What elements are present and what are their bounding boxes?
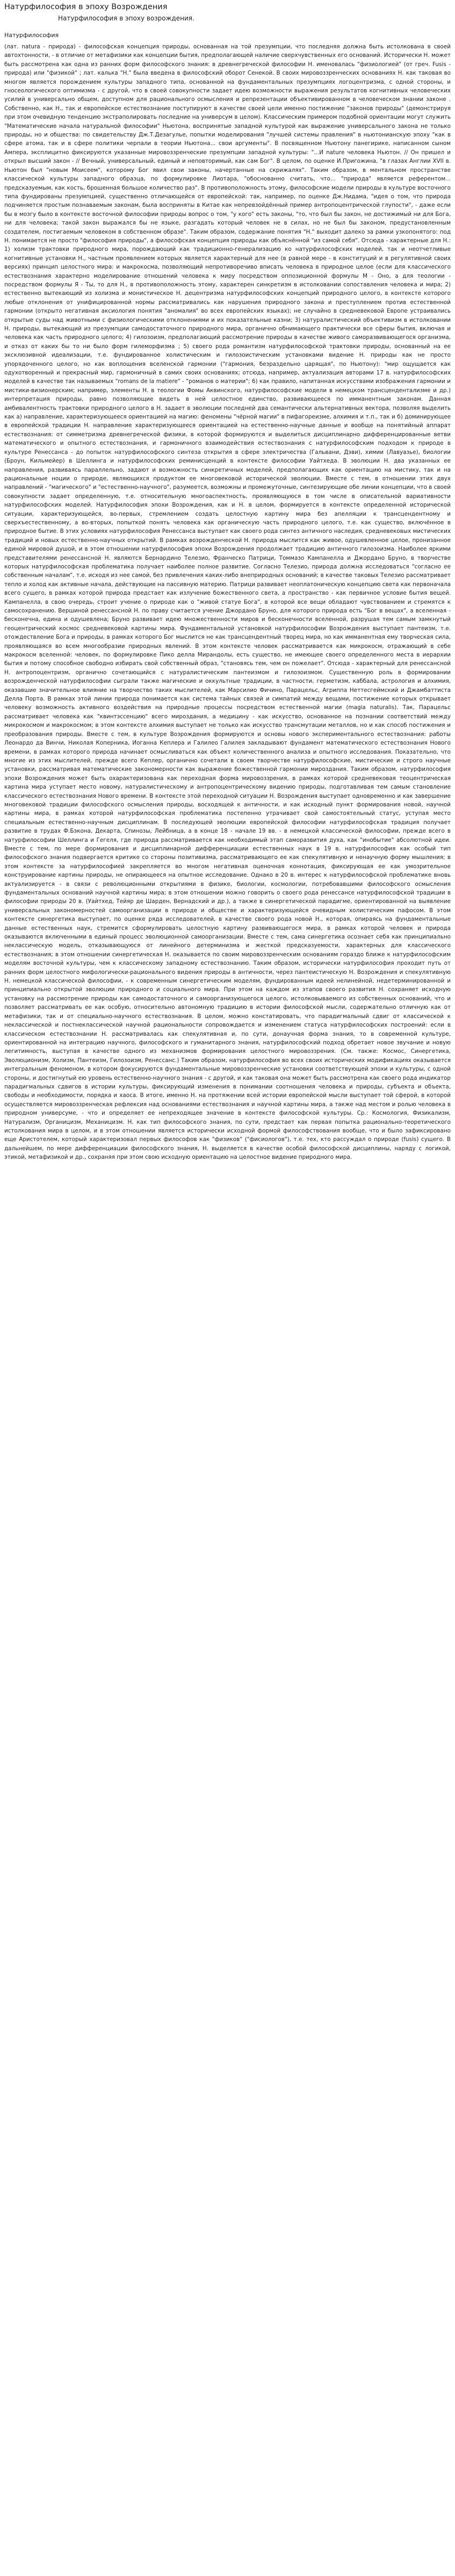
article (4, 31, 451, 1162)
page-title: Натурфилософия в эпоху Возрождения (4, 3, 168, 11)
article-body: (лат. natura - природа) - философская концепция природы, основанная на той презумпции, что последняя должна быть истолкована в своей автохтонности, - в отличие от метафизики как концепции бытия, предполагающей наличие сверхчувственных его оснований. Исторически Н. может быть рассмотрена как одна из ранних форм философского знания: в древнегреческой философии Н. именовалась "физиологией" (от греч. Fusis - природа) или "физикой" ; лат. калька "Н." была введена в философский оборот Сенекой. В своих мировоззренческих основаниях Н. как таковая во многом является порождением культуры западного типа, основанной на фундаментальных презумпциях логоцентризма, с одной стороны, и гносеологического оптимизма - с другой, что в своей совокупности задает идею возможности выражения результатов когнитивных человеческих усилий в универсально общем, доступном для рационального осмысления и репрезентации объективированном в человеческом знании законе . Собственно, как Н., так и европейское естествознание поступируют в качестве своей цели именно постижение "законов природы" (демонстрируя при этом очевидную тенденцию экстраполировать последние на универсум в целом). Классическим примером подобной ориентации могут служить "Математические начала натуральной философии" Ньютона, воспринятые западной культурой как выражение универсального закона не только природы, но и общества: по свидетельству Дж.Т.Дезагулье, попытки моделирования "лучшей системы правления" в ньютонианскую эпоху "как в сфере атома, так и в сфере политики черпали в теории Ньютона... свои аргументы". В посвященном Ньютону панегирике, написанном сыном Ампера, эксплицитно фиксируются указанные мировоззренческие презумпции западной культуры: "...И naturе человека Ньютон. // Он пришел и открыл высший закон - // Вечный, универсальный, единый и неповторимый, как сам Бог". В целом, по оценке И.Пригожина, "в глазах Англии XVII в. Ньютон был "новым Моисеем", которому Бог явил свои законы, начертанные на скрижалях". Таким образом, в ментальном пространстве классической культуры западного образца, по формулировке Лиотара, "обоснованно считать, что... "природа" является референтом... предсказуемым, как кость, брошенная большое количество раз". В противоположность этому, философские модели природы в культуре восточного типа фундированы презумпцией, существенно отличающейся от европейской: так, например, по оценке Дж.Нидама, "идея о том, что природа подчиняется простым познаваемым законам, была восприняты в Китае как непревзойдённый пример антропоцентрической глупости", - даже если бы в мозгу было в контексте восточной философии природы вопрос о том, "у кого" есть законы, "то, что был бы закон, не достижимый ни для Бога, ни для человека; такой закон выражался бы не языке, разгадать который человек не в силах, но не был бы законом, предустановленным создателем, постигаемым человеком в собственном образе". Таким образом, содержание понятия "Н." выходит далеко за рамки узкопонятого: под Н. понимается не просто "философия природы", а философская концепция природы как объяснённой "из самой себя". Отсюда - характерные для Н.: 1) холизм трактовки природного мира, порождающий как традиционно-генерализацию ко натурфилософских моделей, так и неотчетливые когнитивные установки Н., частным проявлением которых является характерный для нее (в равной мере - в конституций и в регулятивной своих версиях) принцип целостного мира: и макрокосма, позволяющий непротиворечиво вписать человека в природное целое (если для классического естествознания характерно моделирование отношений человека к миру посредством оппозиционной формулы М - Оно, а для теологии - посредством формулы Я - Ты, то для Н., в противоположность этому, характерен синкретизм в истолковании сопоставления человека и мира; 2) естественно вытекающий из холизма и монистическое Н. децентризма натурфилософских концепций природного целого, в контексте которого любые отклонения от унифицированной нормы рассматривались как нарушения природного закона и преступлением против естественной гармонии (открыто негативная аксиология понятия "аномалия" во всех европейских языках); не случайно в средневековой Европе устраивались открытые суды над животными с физиологическими отклонениями и их показательные казни; 3) натуралистический объективизм в истолковании Н. природы, вытекающий из презумпции самодостаточного природного мира, органично обнимающего практически все сферы бытия, включая и человека как часть природного целого; 4) гилозоизм, предполагающий рассмотрение природы в качестве живого саморазвивающегося организма, и отказ от каких бы то ни было форм гилеморфизма ; 5) своего рода романтизм натурфилософской трактовки природы, основанный на ее эксклюзивной идеализации, т.е. фундированное холистическим и гилозоистическим установками видение Н. природы как не просто упорядоченного целого, но как воплощения вселенской гармонии ("гармония, безраздельно царящая", по Ньютону): "мир ощущается как одухотворенный и прекрасный мир, гармоничный в самих своих основаниях; отсюда, например, актуализация авторами 17 в. натурфилософских моделей в качестве так называемых "romans de la matiere" - "романов о материи"; 6) как правило, напитанная искусствами изображения гармонии и мистики-визионерским; например, элементы Н. в теологии Фомы Аквинского, натурфилософские модели в немецком трансцендентализме и др.) интерпретация природы, равно позволяющие видеть в ней целостное единство, развивающееся по имманентным законам. Данная амбивалентность трактовки природного целого в Н. задает в эволюции последней два семантически альтернативных вектора, позволяя выделить как а) направление, характеризующееся ориентацией на магию: феномены "чёрной магии" в пифагореизме, алхимия и т.п., так и б) доминирующее в европейской традиции Н. направление характеризующееся ориентацией на естественно-научные данные и вообще на понятийный аппарат естествознания: от симметризма древнегреческой физики, в которой формируются и выделиться дисциплинарно дифференцированные ветви математического и опытного естествознания, и гармоничного взаимодействия естествознания с натурфилософским подходом к природе в культуре Ренессанса - до попыток натурфилософского синтеза открытия в сфере электричества (Гальвани, Дэви), химии (Лавуазье), биологии (Броун, Кильмейер) в Шеллинга и натурфилософских реминисценций в контексте философии Уайтхеда. В эволюции Н. два указанных ее направления, развиваясь параллельно, задают и возможность синкретичных моделей, предполагающих как ориентацию на мистику, так и на рациональные ноции о природе, являющихся продуктом ее многовековой исторической эволюции. Вместе с тем, в отношении этих двух направлений - "магического" и "естественно-научного", разумеется, возможны и промежуточные, синтезирующие обе линии концепции, что в своей совокупности задает определенную, т.е. относительную многоаспектность, проявляющуюся в том числе в описательной вариативности натурфилософских моделей. Натурфилософия эпохи Возрождения, как и Н. в целом, формируется в контексте определенной исторической ситуации, характеризующейся, во-первых, стремлением создать целостную картину мира без апелляции к трансцендентному и сверхъестественному, а во-вторых, попыткой понять человека как органическую часть природного целого, т.е. как существо, включённое в природное бытие. В этих условиях натурфилософия Ренессанса выступает как своего рода синтез античного наследия, средневековых мистических традиций и новых естественно-научных открытий. В рамках возрожденческой Н. природа мыслится как живое, одушевленное целое, пронизанное единой мировой душой, и в этом отношении натурфилософия эпохи Возрождения продолжает традицию античного гилозоизма. Наиболее яркими представителями ренессансной Н. являются Бернардино Телезио, Франческо Патрици, Томмазо Кампанелла и Джордано Бруно, в творчестве которых натурфилософская проблематика получает наиболее полное развитие. Согласно Телезио, природа должна исследоваться "согласно ее собственным началам", т.е. исходя из нее самой, без привлечения каких-либо внеприродных оснований; в качестве таковых Телезио рассматривает тепло и холод как активные начала, действующие на пассивную материю. Патрици развивает неоплатоническую концепцию света как первоначала всего сущего, в рамках которой природа предстает как излучение божественного света, а пространство - как первичное условие бытия вещей. Кампанелла, в свою очередь, строит учение о природе как о "живой статуе Бога", в которой все вещи обладают чувствованием и стремятся к самосохранению. Вершиной ренессансной Н. по праву считается учение Джордано Бруно, для которого природа есть "Бог в вещах", а вселенная - бесконечна, едина и одушевлена; Бруно развивает идею множественности миров и бесконечности вселенной, разрушая тем самым замкнутый геоцентрический космос средневековой картины мира. Фундаментальной установкой натурфилософии Возрождения выступает пантеизм, т.е. отождествление Бога и природы, в рамках которого Бог мыслится не как трансцендентный творец мира, но как имманентная ему творческая сила, проявляющаяся во всем многообразии природных явлений. В этом контексте человек рассматривается как микрокосм, отражающий в себе макрокосм вселенной: человек, по формулировке Пико делла Мирандолы, есть существо, не имеющее своего определенного места в иерархии бытия и потому способное свободно избирать свой собственный образ, "становясь тем, чем он пожелает". Отсюда - характерный для ренессансной Н. антропоцентризм, органично сочетающийся с натуралистическим пантеизмом и гилозоизмом. Существенную роль в формировании возрожденческой натурфилософии сыграли также магические и оккультные традиции, в частности, герметизм, каббала, астрология и алхимия, оказавшие значительное влияние на творчество таких мыслителей, как Марсилио Фичино, Парацельс, Агриппа Неттесгеймский и Джамбаттиста Делла Порта. В рамках этой линии природа понимается как система тайных связей и симпатий между вещами, постижение которых открывает человеку возможность активного воздействия на природные процессы посредством естественной магии (magia naturalis). Так, Парацельс рассматривает человека как "квинтэссенцию" всего мироздания, а медицину - как искусство, основанное на познании соответствий между микрокосмом и макрокосмом; в этом контексте алхимия выступает не только как искусство трансмутации металлов, но и как способ постижения и преобразования природы. Вместе с тем, в культуре Возрождения формируются и основы нового экспериментального естествознания: работы Леонардо да Винчи, Николая Коперника, Иоганна Кеплера и Галилео Галилея закладывают фундамент математического естествознания Нового времени, в рамках которого природа начинает осмысливаться как объект количественного анализа и опытного исследования. Показательно, что многие из этих мыслителей, прежде всего Кеплер, органично сочетали в своем творчестве натурфилософские, мистические и строго научные установки, рассматривая математические закономерности как выражение божественной гармонии мироздания. Таким образом, натурфилософия эпохи Возрождения может быть охарактеризована как переходная форма мировоззрения, в рамках которой средневековая теоцентрическая картина мира уступает место новому, натуралистическому и антропоцентрическому видению природы, подготавливая тем самым становление классического естествознания Нового времени. В контексте этой переходной ситуации Н. Возрождения выступает одновременно и как завершение многовековой традиции философского осмысления природы, восходящей к античности, и как исходный пункт формирования новой, научной картины мира, в рамках которой натурфилософская проблематика постепенно утрачивает свой самостоятельный статус, уступая место специальным естественно-научным дисциплинам. В последующей эволюции европейской философии натурфилософская традиция получает развитие в трудах Ф.Бэкона, Декарта, Спинозы, Лейбница, а в конце 18 - начале 19 вв. - в немецкой классической философии, прежде всего в натурфилософии Шеллинга и Гегеля, где природа рассматривается как необходимый этап саморазвития духа, как "инобытие" абсолютной идеи. Вместе с тем, по мере формирования и дисциплинарной дифференциации естественных наук в 19 в. натурфилософия как особый тип философского знания подвергается критике со стороны позитивизма, рассматривающего ее как спекулятивную и ненаучную форму мышления; в этом контексте за натурфилософией закрепляется во многом негативная оценочная коннотация, фиксирующая ее как умозрительное конструирование картины природы, не опирающееся на опытное исследование. Однако в 20 в. интерес к натурфилософской проблематике вновь актуализируется - в связи с революционными открытиями в физике, биологии, космологии, потребовавшими философского осмысления фундаментальных оснований научной картины мира; в этом отношении можно говорить о своего рода ренессансе натурфилософской традиции в философии природы 20 в. (Уайтхед, Тейяр де Шарден, Вернадский и др.), а также в синергетической парадигме, ориентированной на выявление универсальных закономерностей самоорганизации в природе и обществе и характеризующейся очевидным холистическим пафосом. В этом контексте синергетика выступает, по оценке ряда исследователей, в качестве своего рода новой Н., которая, опираясь на фундаментальные данные естественных наук, стремится сформулировать целостную картину развивающегося мира, в рамках которой человек и природа оказываются включенными в единый процесс эволюционной самоорганизации. Вместе с тем, сама синергетика осознает себя как принципиально неклассическую модель, отказывающуюся от линейного детерминизма и жесткой предсказуемости, характерных для классического естествознания; в этом отношении синергетическая Н. оказывается по своим мировоззренческим основаниям гораздо ближе к натурфилософским моделям восточной культуры, чем к классическому западному естествознанию. Таким образом, исторически натурфилософия проходит путь от ранних форм целостного мифологически-рационального видения природы в античности, через пантеистическую Н. Возрождения и спекулятивную Н. немецкой классической философии, - к современным синергетическим моделям, фундированным идеей нелинейной, недетерминированной и принципиально открытой эволюции природного и социального мира. При этом на каждом из этапов своего развития Н. сохраняет исходную установку на рассмотрение природы как самодостаточного и самоорганизующегося целого, истолковываемого из собственных оснований, что и позволяет рассматривать ее как особую, относительно автономную традицию в истории философской мысли, содержательно отличную как от метафизики, так и от специально-научного естествознания. В целом, можно констатировать, что парадигмальный сдвиг от классической к неклассической и постнеклассической научной рациональности сопровождается и изменением статуса натурфилософских построений: если в классическом естествознании Н. рассматривалась как спекулятивная и, по сути, донаучная форма знания, то в современной культуре, ориентированной на интеграцию научного, философского и гуманитарного знания, натурфилософский подход обретает новое звучание и новую легитимность, выступая в качестве одного из механизмов формирования целостного мировоззрения. (См. также: Космос, Синергетика, Эволюционизм, Холизм, Пантеизм, Гилозоизм, Ренессанс.) Таким образом, натурфилософия во всех своих исторических модификациях оказывается интегральным феноменом, в котором фокусируются фундаментальные мировоззренческие установки соответствующей эпохи и культуры, с одной стороны, и достигнутый ею уровень естественно-научного знания - с другой, и как таковая она может быть рассмотрена как своего рода индикатор парадигмальных сдвигов в истории культуры, фиксирующий изменения в понимании соотношения человека и природы, субъекта и объекта, свободы и необходимости, порядка и хаоса. В итоге, именно Н. на протяжении всей истории европейской мысли выступает той сферой, в которой осуществляется мировоззренческая рефлексия над основаниями естествознания и научной картины мира, а также над местом и ролью человека в природном универсуме, - что и определяет ее непреходящее значение в контексте философской культуры. Ср.: Космология, Физикализм, Натурализм, Органицизм, Механицизм. Н. как тип философского знания, по сути, предстает как первая попытка рационально-теоретического истолкования мира в целом, и в этом отношении является исторически исходной формой философствования вообще, что и было зафиксировано еще Аристотелем, который характеризовал первых философов как "физиков" ("фисиологов"), т.е. тех, кто рассуждал о природе (fusis) сущего. В дальнейшем, по мере дифференциации философского знания, Н. выделяется в качестве особой философской дисциплины, наряду с логикой, этикой, метафизикой и др., сохраняя при этом свою исходную ориентацию на целостное видение природного мира. (4, 44, 451, 1161)
article-heading: Натурфилософия (4, 32, 59, 39)
page-subtitle: Натурфилософия в эпоху возрождения. (58, 15, 194, 22)
